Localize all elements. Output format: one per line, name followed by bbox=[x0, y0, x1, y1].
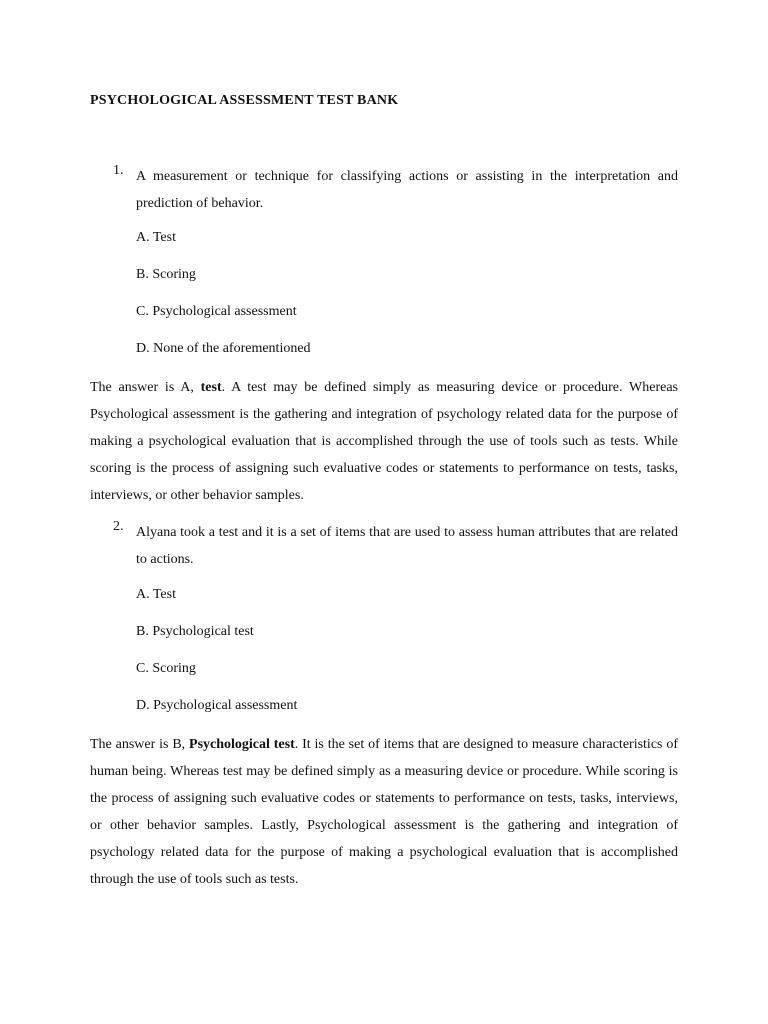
answer-rationale: . It is the set of items that are designed to measure characteristics of human being. Whereas test may be defined simply as a measuring device or procedure. While scoring is the process of assigning such evaluative codes or statements to performance on tests, tasks, interviews, or other behavior samples. Lastly, Psychological assessment is the gathering and integration of psychology related data for the purpose of making a psychological evaluation that is accomplished through the use of tools such as tests. bbox=[90, 737, 678, 887]
question-text: Alyana took a test and it is a set of items that are used to assess human attributes that are related to actions. bbox=[136, 525, 678, 567]
answer-key: test bbox=[200, 380, 222, 395]
document-title: PSYCHOLOGICAL ASSESSMENT TEST BANK bbox=[90, 93, 399, 108]
option-b: B. Psychological test bbox=[136, 624, 254, 639]
option-b: B. Scoring bbox=[136, 267, 196, 282]
option-c: C. Scoring bbox=[136, 661, 196, 676]
question-1 bbox=[90, 163, 678, 217]
answer-explanation-1 bbox=[90, 374, 678, 509]
question-number: 2. bbox=[113, 519, 124, 534]
answer-explanation-2 bbox=[90, 731, 678, 893]
answer-prefix: The answer is B, bbox=[90, 737, 190, 752]
answer-rationale: . A test may be defined simply as measuring device or procedure. Whereas Psychological assessment is the gathering and integration of psychology related data for the purpose of making a psychological evaluation that is accomplished through the use of tools such as tests. While scoring is the process of assigning such evaluative codes or statements to performance on tests, tasks, interviews, or other behavior samples. bbox=[90, 380, 678, 503]
option-a: A. Test bbox=[136, 587, 176, 602]
option-d: D. Psychological assessment bbox=[136, 698, 298, 713]
option-a: A. Test bbox=[136, 230, 176, 245]
question-text: A measurement or technique for classifying actions or assisting in the interpretation and prediction of behavior. bbox=[136, 169, 678, 211]
answer-prefix: The answer is A, bbox=[90, 380, 201, 395]
answer-key: Psychological test bbox=[189, 737, 295, 752]
option-c: C. Psychological assessment bbox=[136, 304, 297, 319]
option-d: D. None of the aforementioned bbox=[136, 341, 311, 356]
question-2 bbox=[90, 519, 678, 573]
question-number: 1. bbox=[113, 163, 124, 178]
